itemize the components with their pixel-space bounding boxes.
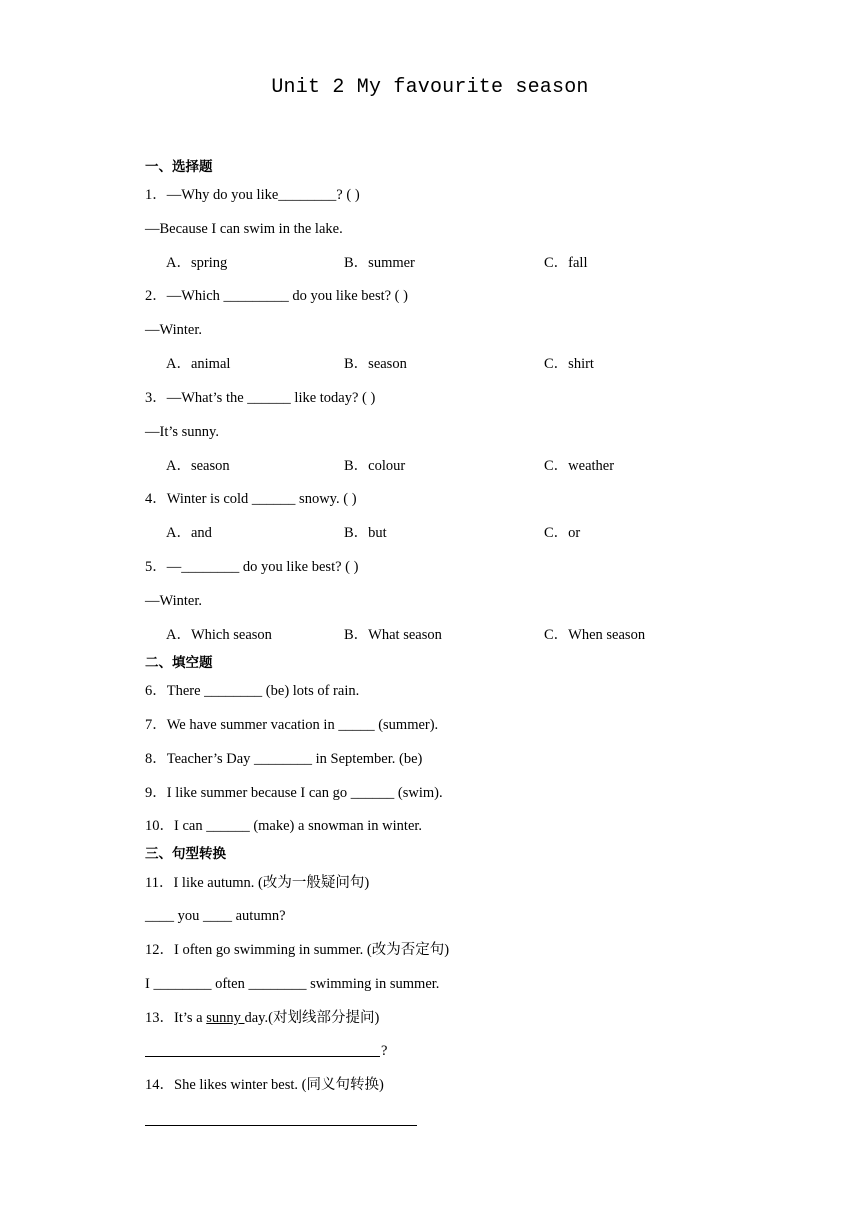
question-5-stem: 5．—________ do you like best? ( ) bbox=[145, 559, 359, 575]
section-heading-fill-blank: 二、填空题 bbox=[145, 655, 213, 671]
question-2-reply: —Winter. bbox=[145, 322, 203, 338]
question-5-option-b: B．What season bbox=[344, 627, 442, 643]
section-heading-choice: 一、选择题 bbox=[145, 159, 213, 175]
question-13-underlined-word: sunny bbox=[206, 1010, 245, 1026]
page-title: Unit 2 My favourite season bbox=[271, 76, 589, 99]
question-2-option-b: B．season bbox=[344, 356, 407, 372]
question-11-answer: ____ you ____ autumn? bbox=[145, 908, 286, 924]
question-3-stem: 3．—What’s the ______ like today? ( ) bbox=[145, 390, 376, 406]
question-1-option-a: A．spring bbox=[166, 255, 228, 271]
question-12-stem: 12．I often go swimming in summer. (改为否定句) bbox=[145, 942, 450, 958]
section-heading-sentence-transform: 三、句型转换 bbox=[145, 846, 226, 862]
question-5-option-a: A．Which season bbox=[166, 627, 272, 643]
question-5-option-c: C．When season bbox=[544, 627, 646, 643]
question-3-option-c: C．weather bbox=[544, 458, 615, 474]
question-14-answer-line bbox=[145, 1125, 417, 1126]
question-1-option-b: B．summer bbox=[344, 255, 415, 271]
question-14-stem: 14．She likes winter best. (同义句转换) bbox=[145, 1077, 384, 1093]
question-1-stem: 1．—Why do you like________? ( ) bbox=[145, 187, 360, 203]
question-8: 8．Teacher’s Day ________ in September. (be) bbox=[145, 751, 423, 767]
question-2-option-a: A．animal bbox=[166, 356, 231, 372]
question-13-prefix: 13．It’s a bbox=[145, 1010, 207, 1026]
question-1-option-c: C．fall bbox=[544, 255, 588, 271]
question-3-reply: —It’s sunny. bbox=[145, 424, 219, 440]
question-2-stem: 2．—Which _________ do you like best? ( ) bbox=[145, 288, 408, 304]
question-13-answer-line bbox=[145, 1056, 380, 1057]
question-4-option-a: A．and bbox=[166, 525, 212, 541]
question-10: 10．I can ______ (make) a snowman in winter. bbox=[145, 818, 423, 834]
question-12-answer: I ________ often ________ swimming in summer. bbox=[145, 976, 440, 992]
question-7: 7．We have summer vacation in _____ (summer). bbox=[145, 717, 439, 733]
question-4-stem: 4．Winter is cold ______ snowy. ( ) bbox=[145, 491, 357, 507]
question-4-option-c: C．or bbox=[544, 525, 581, 541]
question-5-reply: —Winter. bbox=[145, 593, 203, 609]
question-6: 6．There ________ (be) lots of rain. bbox=[145, 683, 360, 699]
question-3-option-b: B．colour bbox=[344, 458, 406, 474]
question-13-question-mark: ? bbox=[381, 1043, 388, 1059]
question-3-option-a: A．season bbox=[166, 458, 230, 474]
question-13-stem bbox=[145, 1009, 379, 1027]
question-9: 9．I like summer because I can go ______ (swim). bbox=[145, 785, 443, 801]
question-11-stem: 11．I like autumn. (改为一般疑问句) bbox=[145, 875, 370, 891]
question-13-suffix: day.(对划线部分提问) bbox=[244, 1010, 380, 1026]
question-4-option-b: B．but bbox=[344, 525, 387, 541]
question-2-option-c: C．shirt bbox=[544, 356, 594, 372]
question-1-reply: —Because I can swim in the lake. bbox=[145, 221, 343, 237]
